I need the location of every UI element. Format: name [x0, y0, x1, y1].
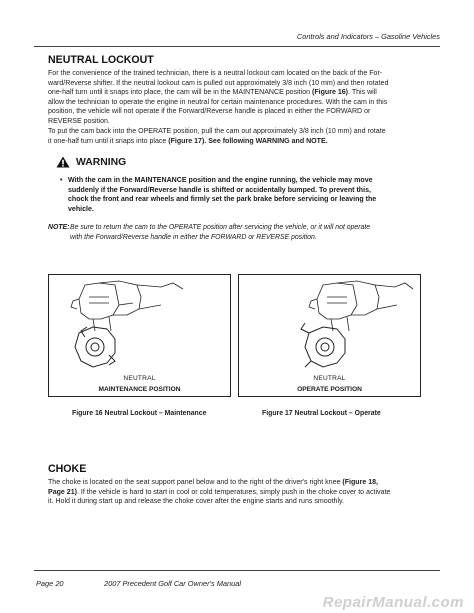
neutral-lockout-maintenance-illustration	[49, 275, 229, 373]
warning-text	[60, 176, 428, 214]
text-span: . If the vehicle is hard to start in cool or cold temperatures, simply push in the choke cover to activate	[77, 488, 391, 496]
choke-paragraph	[48, 478, 432, 507]
figure-reference: (Figure 17). See following WARNING and NOTE.	[168, 137, 328, 145]
note-line: Be sure to return the cam to the OPERATE position after servicing the vehicle, or it will not operate	[70, 224, 371, 231]
text-line	[48, 137, 430, 147]
running-header: Controls and Indicators – Gasoline Vehicles	[296, 32, 440, 41]
figure-reference: (Figure 16)	[312, 89, 349, 97]
header-rule	[34, 46, 440, 47]
text-line: For the convenience of the trained technician, there is a neutral lockout cam located on the back of the For-	[48, 70, 383, 77]
neutral-label: NEUTRAL	[123, 375, 156, 382]
text-line: vehicle.	[68, 205, 94, 213]
text-line: position, the vehicle will not operate if the Forward/Reverse handle is placed in either the FORWARD or	[48, 108, 371, 116]
text-span: it one-half turn until it snaps into place	[48, 137, 169, 145]
warning-triangle-icon	[56, 156, 70, 168]
text-line	[48, 478, 432, 488]
footer-rule	[34, 570, 440, 571]
watermark: RepairManual.com	[322, 594, 464, 611]
text-line: it. Hold it during start up and release the choke cover after the engine starts and runs smoothly.	[48, 498, 345, 506]
section-title-choke: CHOKE	[48, 463, 87, 475]
text-line: suddenly if the Forward/Reverse handle is shifted or accidentally bumped. To prevent this,	[68, 186, 371, 194]
text-span: The choke is located on the seat support panel below and to the right of the driver's right knee	[48, 479, 343, 486]
warning-title: WARNING	[76, 156, 127, 168]
bullet: •	[60, 177, 63, 184]
text-line: allow the technician to operate the engine in neutral for certain maintenance procedures. With the cam in this	[48, 98, 388, 106]
neutral-lockout-paragraph-2	[48, 127, 430, 146]
figure-reference: (Figure 18,	[342, 479, 379, 486]
figure-17-caption: Figure 17 Neutral Lockout – Operate	[262, 410, 381, 417]
figure-17	[238, 274, 421, 397]
text-line	[48, 488, 432, 498]
neutral-lockout-operate-illustration	[239, 275, 419, 373]
text-line: With the cam in the MAINTENANCE position and the engine running, the vehicle may move	[68, 177, 373, 184]
section-title-neutral-lockout: NEUTRAL LOCKOUT	[48, 54, 154, 66]
text-line: ward/Reverse shifter. If the neutral lockout cam is pulled out approximately 3/8 inch (10 mm) and then rotated	[48, 79, 389, 87]
position-label: OPERATE POSITION	[297, 386, 362, 393]
text-line	[48, 88, 430, 98]
neutral-label: NEUTRAL	[313, 375, 346, 382]
position-label: MAINTENANCE POSITION	[98, 386, 181, 393]
text-line: REVERSE position.	[48, 117, 110, 125]
text-line: chock the front and rear wheels and firmly set the park brake before servicing or leaving the	[68, 196, 377, 204]
figure-reference: Page 21)	[48, 488, 77, 496]
manual-title: 2007 Precedent Golf Car Owner's Manual	[104, 579, 241, 588]
note-line: with the Forward/Reverse handle in either the FORWARD or REVERSE position.	[70, 233, 317, 241]
text-line: To put the cam back into the OPERATE position, pull the cam out approximately 3/8 inch (10 mm) and rotate	[48, 128, 386, 135]
page-number: Page 20	[36, 579, 64, 588]
note-block	[48, 223, 432, 242]
text-span: one-half turn until it snaps into place, the cam will be in the MAINTENANCE position	[48, 89, 312, 97]
warning-heading	[56, 156, 126, 168]
neutral-lockout-paragraph-1	[48, 69, 430, 127]
figure-16-caption: Figure 16 Neutral Lockout – Maintenance	[72, 410, 207, 417]
figure-16	[48, 274, 231, 397]
note-label: NOTE:	[48, 224, 70, 231]
text-span: . This will	[348, 89, 377, 97]
